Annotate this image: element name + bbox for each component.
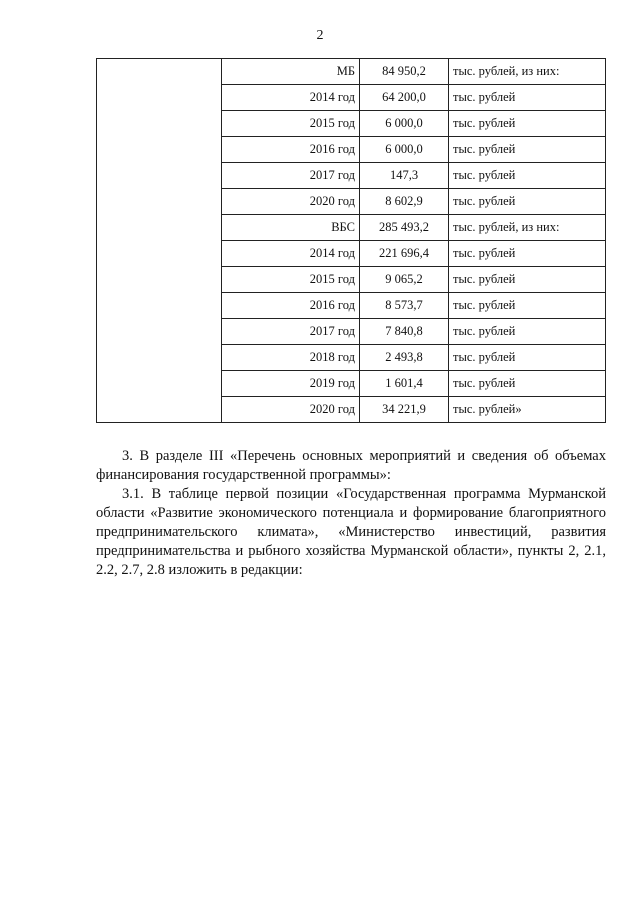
row-value: 8 573,7 <box>360 293 449 319</box>
row-label: 2017 год <box>222 163 360 189</box>
row-label: 2015 год <box>222 111 360 137</box>
paragraph-section-3: 3. В разделе III «Перечень основных мероприятий и сведения об объемах финансирования государственной программы»: <box>96 448 606 483</box>
row-value: 1 601,4 <box>360 371 449 397</box>
row-value: 221 696,4 <box>360 241 449 267</box>
row-unit: тыс. рублей <box>449 85 606 111</box>
page-number: 2 <box>316 28 324 43</box>
row-unit: тыс. рублей <box>449 267 606 293</box>
row-value: 6 000,0 <box>360 137 449 163</box>
row-value: 84 950,2 <box>360 59 449 85</box>
table-row <box>97 59 606 85</box>
row-value: 9 065,2 <box>360 267 449 293</box>
row-unit: тыс. рублей, из них: <box>449 215 606 241</box>
row-value: 147,3 <box>360 163 449 189</box>
row-value: 64 200,0 <box>360 85 449 111</box>
body-text <box>96 447 606 580</box>
row-label: 2016 год <box>222 137 360 163</box>
row-value: 6 000,0 <box>360 111 449 137</box>
row-label: 2016 год <box>222 293 360 319</box>
row-value: 285 493,2 <box>360 215 449 241</box>
row-unit: тыс. рублей <box>449 293 606 319</box>
funding-table-body <box>97 59 606 423</box>
row-unit: тыс. рублей <box>449 111 606 137</box>
row-unit: тыс. рублей» <box>449 397 606 423</box>
row-label: 2014 год <box>222 241 360 267</box>
row-label: 2014 год <box>222 85 360 111</box>
row-unit: тыс. рублей <box>449 189 606 215</box>
row-label: 2020 год <box>222 397 360 423</box>
row-unit: тыс. рублей <box>449 319 606 345</box>
row-label: 2018 год <box>222 345 360 371</box>
row-unit: тыс. рублей <box>449 241 606 267</box>
row-unit: тыс. рублей <box>449 163 606 189</box>
row-value: 8 602,9 <box>360 189 449 215</box>
row-label: 2019 год <box>222 371 360 397</box>
funding-table <box>96 58 606 423</box>
row-label: МБ <box>222 59 360 85</box>
empty-left-cell <box>97 59 222 423</box>
row-label: 2020 год <box>222 189 360 215</box>
row-label: 2015 год <box>222 267 360 293</box>
row-unit: тыс. рублей <box>449 345 606 371</box>
paragraph-section-3-1: 3.1. В таблице первой позиции «Государственная программа Мурманской области «Развитие экономического потенциала и формирование благоприятного предпринимательского климата», «Министерство инвестиций, развития предпринимательства и рыбного хозяйства Мурманской области», пункты 2, 2.1, 2.2, 2.7, 2.8 изложить в редакции: <box>96 486 606 578</box>
row-unit: тыс. рублей, из них: <box>449 59 606 85</box>
row-unit: тыс. рублей <box>449 137 606 163</box>
row-value: 7 840,8 <box>360 319 449 345</box>
row-value: 34 221,9 <box>360 397 449 423</box>
row-unit: тыс. рублей <box>449 371 606 397</box>
row-label: ВБС <box>222 215 360 241</box>
row-value: 2 493,8 <box>360 345 449 371</box>
row-label: 2017 год <box>222 319 360 345</box>
